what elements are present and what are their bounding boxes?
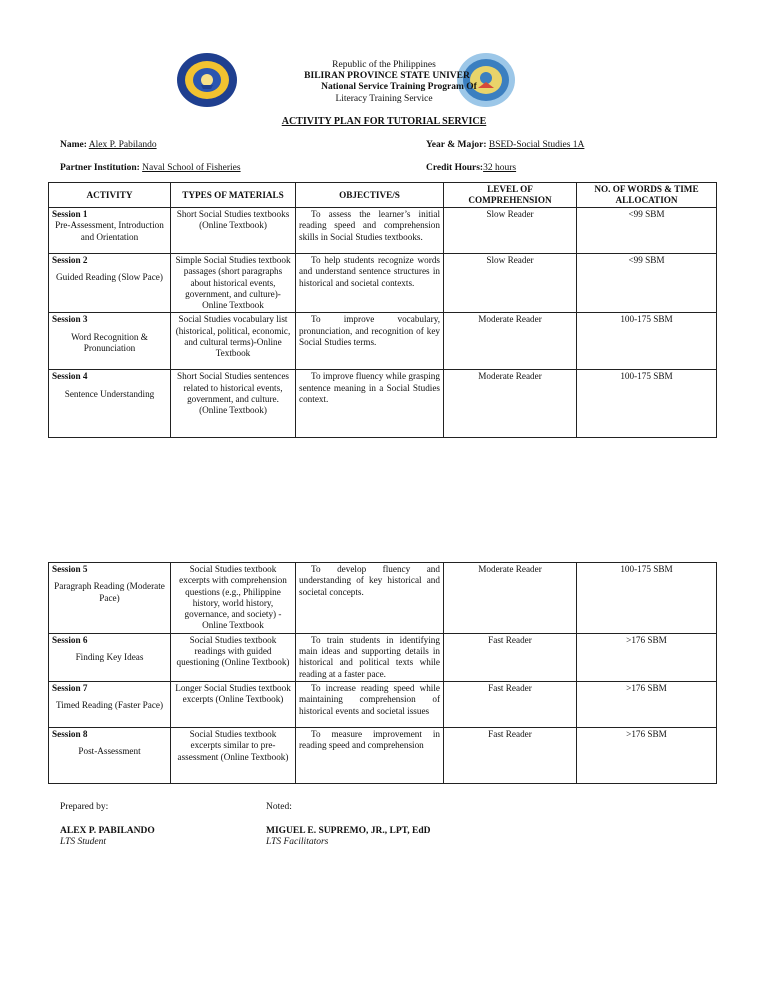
table-row: [49, 681, 717, 727]
col-header-materials: TYPES OF MATERIALS: [171, 183, 296, 208]
materials-cell: Social Studies textbook excerpts similar to pre-assessment (Online Textbook): [171, 727, 296, 783]
table-row: [49, 563, 717, 634]
credit-field: [426, 163, 516, 173]
objective-cell: To train students in identifying main ideas and supporting details in historical and political texts while reading at a faster pace.: [296, 633, 444, 681]
noted-by-role: LTS Facilitators: [266, 837, 329, 847]
objective-cell: To measure improvement in reading speed and comprehension: [296, 727, 444, 783]
objective-cell: To assess the learner’s initial reading speed and comprehension skills in Social Studies textbooks.: [296, 208, 444, 254]
col-header-objectives: OBJECTIVE/S: [296, 183, 444, 208]
objective-cell: To increase reading speed while maintaining comprehension of historical events and societal issues: [296, 681, 444, 727]
table-row: [49, 254, 717, 313]
document-title: ACTIVITY PLAN FOR TUTORIAL SERVICE: [281, 116, 487, 127]
header-program: National Service Training Program Of: [321, 82, 477, 92]
table-row: [49, 208, 717, 254]
name-value: Alex P. Pabilando: [88, 140, 157, 150]
words-cell: >176 SBM: [577, 727, 717, 783]
session-label: Session 2: [52, 255, 88, 265]
partner-field: [60, 163, 241, 173]
materials-cell: Social Studies vocabulary list (historical, political, economic, and cultural terms)-Online Textbook: [171, 313, 296, 370]
header-service: Literacy Training Service: [335, 94, 433, 104]
table-row: [49, 370, 717, 438]
session-label: Session 3: [52, 314, 88, 325]
activity-name: Paragraph Reading (Moderate Pace): [54, 581, 165, 603]
header-country: Republic of the Philippines: [332, 60, 436, 70]
activity-name: Post-Assessment: [78, 746, 141, 757]
name-label: Name:: [60, 140, 87, 150]
year-major-field: [426, 140, 584, 150]
objective-cell: To help students recognize words and understand sentence structures in historical and societal contexts.: [296, 254, 444, 313]
words-cell: <99 SBM: [577, 254, 717, 313]
name-field: [60, 140, 157, 150]
session-label: Session 4: [52, 371, 88, 382]
year-value: BSED-Social Studies 1A: [488, 140, 585, 150]
activity-name: Finding Key Ideas: [75, 652, 144, 663]
credit-label: Credit Hours:: [426, 163, 484, 173]
table-row: [49, 727, 717, 783]
activity-table-part-1: [48, 182, 717, 438]
materials-cell: Simple Social Studies textbook passages (short paragraphs about historical events, government, and culture)-Online Textbook: [171, 254, 296, 313]
words-cell: >176 SBM: [577, 633, 717, 681]
table-row: [49, 313, 717, 370]
table-header-row: [49, 183, 717, 208]
col-header-words-time: NO. OF WORDS & TIME ALLOCATION: [577, 183, 717, 208]
materials-cell: Short Social Studies sentences related to historical events, government, and culture. (Online Textbook): [171, 370, 296, 438]
level-cell: Moderate Reader: [444, 370, 577, 438]
materials-cell: Social Studies textbook excerpts with comprehension questions (e.g., Philippine history, world history, governance, and society) -Online Textbook: [171, 563, 296, 634]
activity-table-part-2: [48, 562, 717, 784]
col-header-activity: ACTIVITY: [49, 183, 171, 208]
session-label: Session 6: [52, 634, 88, 645]
prepared-by-label: Prepared by:: [60, 802, 109, 812]
level-cell: Fast Reader: [444, 727, 577, 783]
level-cell: Fast Reader: [444, 633, 577, 681]
prepared-by-name: ALEX P. PABILANDO: [60, 826, 155, 836]
session-label: Session 7: [52, 682, 88, 693]
activity-name: Pre-Assessment, Introduction and Orientation: [55, 220, 164, 242]
session-label: Session 8: [52, 728, 88, 739]
words-cell: 100-175 SBM: [577, 370, 717, 438]
noted-by-name: MIGUEL E. SUPREMO, JR., LPT, EdD: [266, 826, 431, 836]
words-cell: 100-175 SBM: [577, 563, 717, 634]
materials-cell: Social Studies textbook readings with guided questioning (Online Textbook): [171, 633, 296, 681]
partner-value: Naval School of Fisheries: [142, 163, 241, 173]
materials-cell: Longer Social Studies textbook excerpts (Online Textbook): [171, 681, 296, 727]
credit-value: 32 hours: [483, 163, 517, 173]
noted-by-label: Noted:: [266, 802, 292, 812]
objective-cell: To improve fluency while grasping sentence meaning in a Social Studies context.: [296, 370, 444, 438]
partner-label: Partner Institution:: [60, 163, 140, 173]
words-cell: >176 SBM: [577, 681, 717, 727]
level-cell: Slow Reader: [444, 254, 577, 313]
level-cell: Moderate Reader: [444, 563, 577, 634]
level-cell: Fast Reader: [444, 681, 577, 727]
table-row: [49, 633, 717, 681]
activity-name: Guided Reading (Slow Pace): [56, 272, 163, 283]
header-university: BILIRAN PROVINCE STATE UNIVER: [304, 71, 470, 81]
objective-cell: To improve vocabulary, pronunciation, and recognition of key Social Studies terms.: [296, 313, 444, 370]
activity-name: Sentence Understanding: [64, 388, 155, 399]
words-cell: 100-175 SBM: [577, 313, 717, 370]
year-label: Year & Major:: [426, 140, 487, 150]
level-cell: Slow Reader: [444, 208, 577, 254]
activity-name: Timed Reading (Faster Pace): [55, 700, 164, 711]
col-header-level: LEVEL OF COMPREHENSION: [444, 183, 577, 208]
materials-cell: Short Social Studies textbooks (Online Textbook): [171, 208, 296, 254]
words-cell: <99 SBM: [577, 208, 717, 254]
level-cell: Moderate Reader: [444, 313, 577, 370]
session-label: Session 1: [52, 209, 88, 219]
prepared-by-role: LTS Student: [60, 837, 106, 847]
activity-name: Word Recognition & Pronunciation: [71, 331, 148, 354]
objective-cell: To develop fluency and understanding of key historical and societal concepts.: [296, 563, 444, 634]
session-label: Session 5: [52, 564, 88, 574]
